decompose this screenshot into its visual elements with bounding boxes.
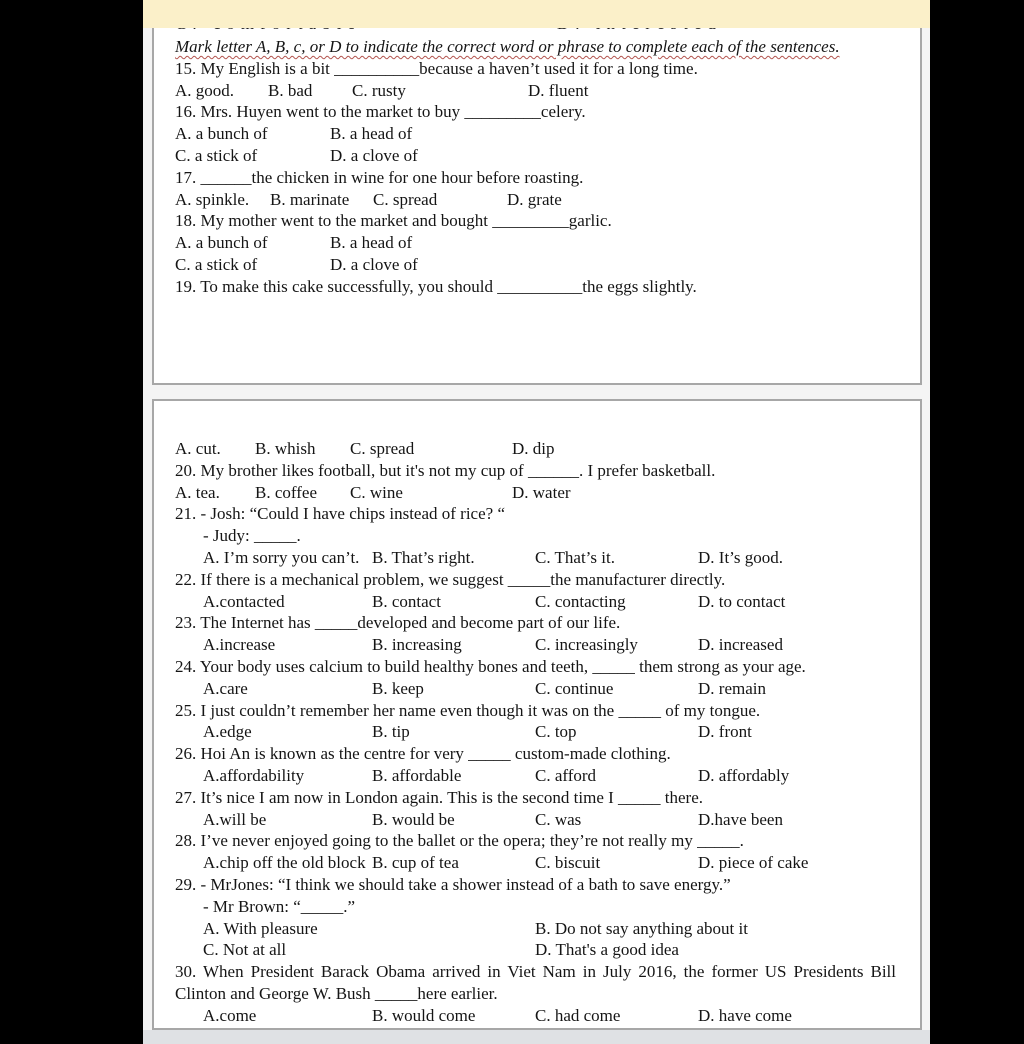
option-cell: B. contact	[372, 591, 441, 611]
option-cell: D. affordably	[698, 765, 790, 785]
option-cell: D. have come	[698, 1005, 792, 1025]
question-line: 25. I just couldn’t remember her name even though it was on the _____ of my tongue.	[175, 700, 761, 720]
option-cell: A. cut.	[175, 439, 221, 458]
options-row	[175, 765, 896, 787]
document-page-1	[152, 2, 922, 385]
options-row	[175, 634, 896, 656]
option-cell: D. a clove of	[330, 254, 418, 274]
option-cell: B. keep	[372, 678, 424, 698]
option-cell: A. a bunch of	[175, 124, 268, 144]
option-cell: B. bad	[268, 80, 313, 100]
question-line: 18. My mother went to the market and bought _________garlic.	[175, 211, 612, 231]
option-cell: B. That’s right.	[372, 547, 475, 567]
option-cell: D. increased	[698, 635, 783, 655]
question-line: 30. When President Barack Obama arrived in Viet Nam in July 2016, the former US Presidents Bill	[175, 962, 896, 982]
question-line: 23. The Internet has _____developed and become part of our life.	[175, 613, 621, 633]
options-row	[175, 1005, 896, 1027]
options-row	[175, 254, 896, 276]
option-cell: C. top	[535, 722, 577, 742]
option-cell: C. afford	[535, 765, 597, 785]
option-cell: A.affordability	[203, 765, 305, 785]
options-row	[175, 547, 896, 569]
option-cell: A. I’m sorry you can’t.	[203, 547, 360, 567]
option-cell: C. a stick of	[175, 254, 258, 274]
bottom-gray-bar	[143, 1030, 930, 1044]
question-line: 16. Mrs. Huyen went to the market to buy _________celery.	[175, 102, 586, 122]
question-line: 29. - MrJones: “I think we should take a shower instead of a bath to save energy.”	[175, 874, 731, 894]
option-cell: D. grate	[507, 189, 562, 209]
document-viewer-area	[143, 0, 930, 1044]
option-cell: D. remain	[698, 678, 766, 698]
option-cell: B. affordable	[372, 765, 462, 785]
question-line: 22. If there is a mechanical problem, we suggest _____the manufacturer directly.	[175, 569, 726, 589]
option-cell: B. whish	[255, 439, 316, 458]
option-cell: B. would be	[372, 809, 455, 829]
option-cell: D. front	[698, 722, 752, 742]
option-cell: D. fluent	[528, 80, 589, 100]
option-cell: D.have been	[698, 809, 783, 829]
options-row	[175, 80, 896, 102]
option-cell: C. That’s it.	[535, 547, 615, 567]
question-line: 21. - Josh: “Could I have chips instead of rice? “	[175, 504, 505, 524]
question-line: 19. To make this cake successfully, you should __________the eggs slightly.	[175, 276, 697, 296]
options-row	[175, 852, 896, 874]
question-line: - Judy: _____.	[203, 526, 301, 546]
option-cell: D. to contact	[698, 591, 786, 611]
options-row	[175, 438, 896, 460]
option-cell: C. increasingly	[535, 635, 638, 655]
page-2-question-list	[175, 438, 896, 1027]
option-cell: A.will be	[203, 809, 267, 829]
option-cell: A. good.	[175, 80, 235, 100]
option-cell: C. Not at all	[203, 940, 287, 960]
option-cell: A. a bunch of	[175, 233, 268, 253]
question-line: 17. ______the chicken in wine for one hour before roasting.	[175, 167, 584, 187]
question-line: - Mr Brown: “_____.”	[203, 896, 356, 916]
option-cell: A.come	[203, 1005, 257, 1025]
options-row	[175, 482, 896, 504]
options-row	[175, 918, 896, 940]
option-cell: B. a head of	[330, 233, 413, 253]
option-cell: C. rusty	[352, 80, 406, 100]
question-line: 28. I’ve never enjoyed going to the ballet or the opera; they’re not really my _____.	[175, 831, 744, 851]
option-cell: B. marinate	[270, 189, 350, 209]
option-cell: C. was	[535, 809, 582, 829]
option-cell: A.contacted	[203, 591, 285, 611]
option-cell: D. water	[512, 482, 571, 502]
section-instruction: Mark letter A, B, c, or D to indicate the correct word or phrase to complete each of the sentences.	[175, 37, 840, 56]
option-cell: B. a head of	[330, 124, 413, 144]
top-highlight-bar	[143, 0, 930, 28]
option-cell: D. That's a good idea	[535, 940, 679, 960]
options-row	[175, 123, 896, 145]
option-cell: B. Do not say anything about it	[535, 918, 748, 938]
question-line: 24. Your body uses calcium to build healthy bones and teeth, _____ them strong as your age.	[175, 656, 806, 676]
option-cell: C. a stick of	[175, 145, 258, 165]
option-cell: D. piece of cake	[698, 853, 809, 873]
page-1-question-list	[175, 58, 896, 298]
option-cell: C. had come	[535, 1005, 621, 1025]
document-page-2	[152, 399, 922, 1030]
options-row	[175, 591, 896, 613]
option-cell: A. With pleasure	[203, 918, 318, 938]
option-cell: B. tip	[372, 722, 410, 742]
right-black-margin	[930, 0, 1024, 1044]
option-cell: A. tea.	[175, 482, 220, 502]
option-cell: B. coffee	[255, 482, 317, 502]
question-line: Clinton and George W. Bush _____here earlier.	[175, 983, 498, 1003]
question-line: 27. It’s nice I am now in London again. This is the second time I _____ there.	[175, 787, 703, 807]
options-row	[175, 939, 896, 961]
options-row	[175, 189, 896, 211]
option-cell: C. wine	[350, 482, 403, 502]
option-cell: D. It’s good.	[698, 547, 783, 567]
option-cell: C. continue	[535, 678, 614, 698]
options-row	[175, 232, 896, 254]
options-row	[175, 145, 896, 167]
option-cell: C. contacting	[535, 591, 626, 611]
question-line: 20. My brother likes football, but it's not my cup of ______. I prefer basketball.	[175, 460, 716, 480]
option-cell: B. cup of tea	[372, 853, 459, 873]
option-cell: A.care	[203, 678, 248, 698]
option-cell: B. increasing	[372, 635, 462, 655]
options-row	[175, 678, 896, 700]
options-row	[175, 721, 896, 743]
option-cell: D. a clove of	[330, 145, 418, 165]
left-black-margin	[0, 0, 143, 1044]
option-cell: A.chip off the old block	[203, 853, 366, 873]
question-line: 26. Hoi An is known as the centre for very _____ custom-made clothing.	[175, 744, 671, 764]
option-cell: B. would come	[372, 1005, 476, 1025]
option-cell: A.increase	[203, 635, 276, 655]
option-cell: A.edge	[203, 722, 252, 742]
option-cell: A. spinkle.	[175, 189, 250, 209]
option-cell: C. spread	[373, 189, 438, 209]
option-cell: C. biscuit	[535, 853, 601, 873]
options-row	[175, 809, 896, 831]
question-line: 15. My English is a bit __________because a haven’t used it for a long time.	[175, 58, 698, 78]
option-cell: D. dip	[512, 439, 555, 458]
option-cell: C. spread	[350, 439, 415, 458]
